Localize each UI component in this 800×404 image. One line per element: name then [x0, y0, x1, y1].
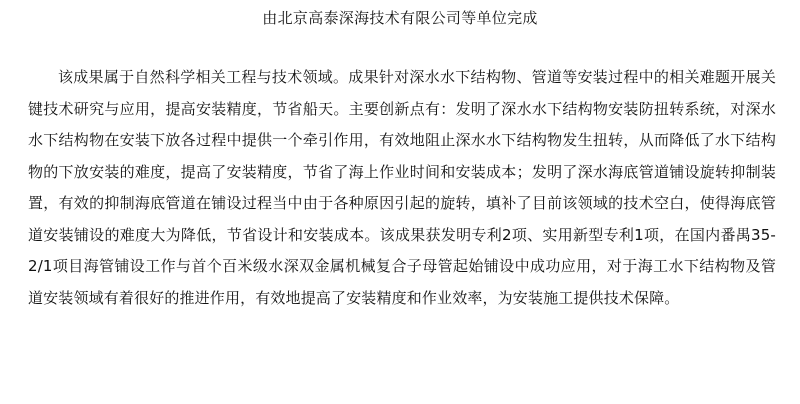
document-title: 由北京高泰深海技术有限公司等单位完成 — [262, 9, 538, 27]
document-paragraph: 该成果属于自然科学相关工程与技术领域。成果针对深水水下结构物、管道等安装过程中的相关难题开展关键技术研究与应用，提高安装精度，节省船天。主要创新点有：发明了深水水下结构物安装防扭转系统，对深水水下结构物在安装下放各过程中提供一个牵引作用，有效地阻止深水水下结构物发生扭转，从而降低了水下结构物的下放安装的难度，提高了安装精度，节省了海上作业时间和安装成本；发明了深水海底管道铺设旋转抑制装置，有效的抑制海底管道在铺设过程当中由于各种原因引起的旋转，填补了目前该领域的技术空白，使得海底管道安装铺设的难度大为降低，节省设计和安装成本。该成果获发明专利2项、实用新型专利1项，在国内番禺35-2/1项目海管铺设工作与首个百米级水深双金属机械复合子母管起始铺设中成功应用，对于海工水下结构物及管道安装领域有着很好的推进作用，有效地提高了安装精度和作业效率，为安装施工提供技术保障。 — [28, 68, 776, 307]
